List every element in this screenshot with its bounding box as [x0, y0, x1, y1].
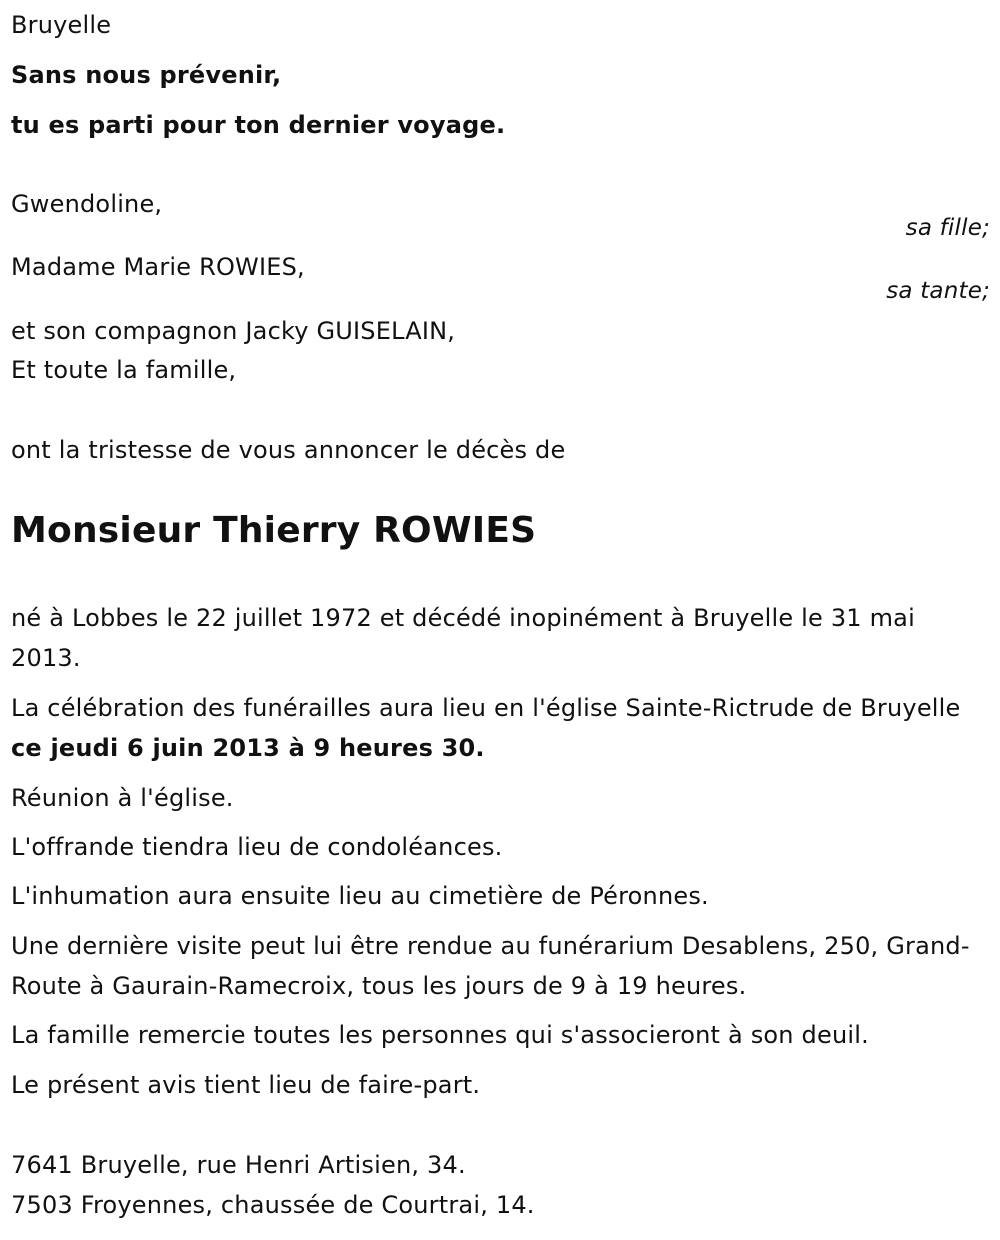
family-member-4-name: Et toute la famille, — [11, 356, 237, 384]
visit-paragraph: Une dernière visite peut lui être rendue au funérarium Desablens, 250, Grand-Route à Gaurain-Ramecroix, tous les jours de 9 à 19 heures. — [11, 932, 970, 1000]
family-member-3-name: et son compagnon Jacky GUISELAIN, — [11, 317, 456, 345]
address-2: 7503 Froyennes, chaussée de Courtrai, 14. — [11, 1191, 535, 1219]
burial-paragraph: L'inhumation aura ensuite lieu au cimetière de Péronnes. — [11, 882, 709, 910]
offering-paragraph: L'offrande tiendra lieu de condoléances. — [11, 833, 503, 861]
birth-death-paragraph: né à Lobbes le 22 juillet 1972 et décédé inopinément à Bruyelle le 31 mai 2013. — [11, 604, 915, 672]
funeral-date: ce jeudi 6 juin 2013 à 9 heures 30. — [11, 734, 485, 762]
town-name: Bruyelle — [11, 11, 112, 39]
family-member-1-name: Gwendoline, — [11, 190, 163, 218]
family-member-1-role: sa fille; — [905, 215, 990, 241]
verse-line-2: tu es parti pour ton dernier voyage. — [11, 111, 506, 139]
deceased-name: Monsieur Thierry ROWIES — [11, 510, 537, 551]
announcement-text: ont la tristesse de vous annoncer le décès de — [11, 436, 566, 464]
family-member-2-name: Madame Marie ROWIES, — [11, 253, 305, 281]
verse-line-1: Sans nous prévenir, — [11, 61, 282, 89]
thanks-paragraph: La famille remercie toutes les personnes qui s'associeront à son deuil. — [11, 1021, 869, 1049]
meeting-paragraph: Réunion à l'église. — [11, 784, 234, 812]
funeral-paragraph — [11, 688, 986, 768]
address-1: 7641 Bruyelle, rue Henri Artisien, 34. — [11, 1151, 466, 1179]
family-member-2-role: sa tante; — [886, 278, 990, 304]
notice-paragraph: Le présent avis tient lieu de faire-part. — [11, 1071, 481, 1099]
funeral-text: La célébration des funérailles aura lieu en l'église Sainte-Rictrude de Bruyelle — [11, 694, 961, 722]
